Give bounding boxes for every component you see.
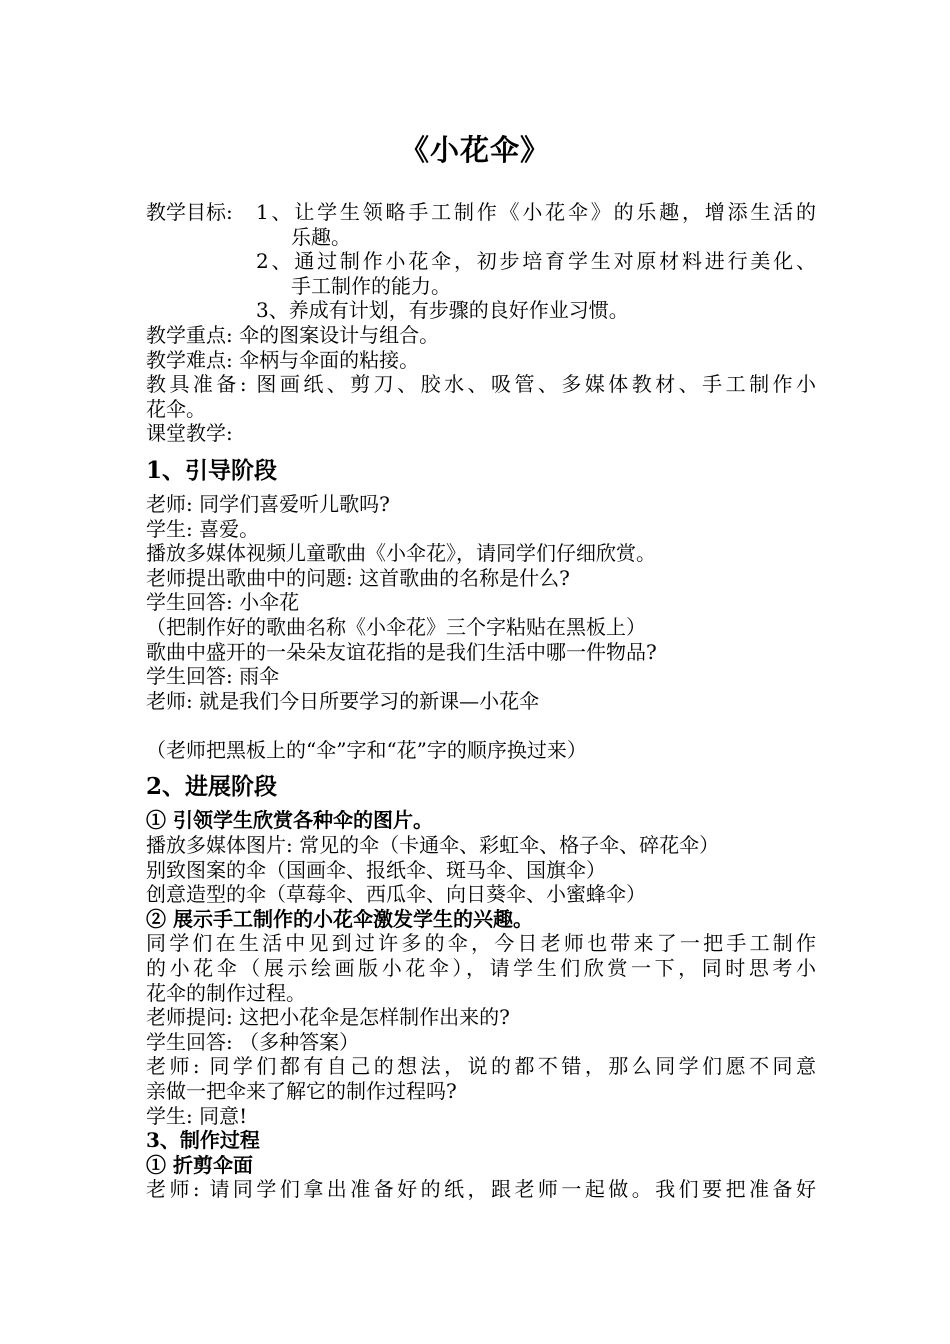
materials-line-1: 教具准备: 图画纸、剪刀、胶水、吸管、多媒体教材、手工制作小: [146, 372, 816, 397]
objectives-label: 教学目标:: [146, 200, 233, 224]
objective-1-line-1: 1、让学生领略手工制作《小花伞》的乐趣，增添生活的: [256, 200, 816, 224]
stage-2-line: 别致图案的伞（国画伞、报纸伞、斑马伞、国旗伞）: [146, 857, 606, 882]
difficulty: 教学难点: 伞柄与伞面的粘接。: [146, 347, 420, 372]
stage-1-line: 学生回答: 小伞花: [146, 590, 300, 615]
stage-1-line: 学生: 喜爱。: [146, 516, 260, 541]
class-teaching-label: 课堂教学:: [146, 421, 233, 446]
stage-1-note: （老师把黑板上的“伞”字和“花”字的顺序换过来）: [146, 737, 587, 762]
stage-2-paragraph-1-line-1: 同学们在生活中见到过许多的伞，今日老师也带来了一把手工制作: [146, 931, 816, 956]
stage-2-line: 创意造型的伞（草莓伞、西瓜伞、向日葵伞、小蜜蜂伞）: [146, 882, 646, 907]
objective-2-line-2: 手工制作的能力。: [291, 273, 451, 298]
student-answer: 学生回答: （多种答案）: [146, 1029, 360, 1054]
teacher-question: 老师提问: 这把小花伞是怎样制作出来的?: [146, 1005, 510, 1030]
objective-1-line-2: 乐趣。: [291, 224, 351, 249]
stage-3-line-1: 老师: 请同学们拿出准备好的纸，跟老师一起做。我们要把准备好: [146, 1177, 816, 1202]
stage-3-subheading-1: ① 折剪伞面: [146, 1152, 253, 1177]
document-body: [146, 200, 816, 1202]
stage-2-subheading-1: ① 引领学生欣赏各种伞的图片。: [146, 808, 433, 833]
stage-1-line: 播放多媒体视频儿童歌曲《小伞花》，请同学们仔细欣赏。: [146, 541, 656, 566]
document-title: 《小花伞》: [399, 133, 550, 167]
objective-3: 3、养成有计划，有步骤的良好作业习惯。: [256, 298, 629, 323]
stage-1-line: 老师: 就是我们今日所要学习的新课—小花伞: [146, 688, 540, 713]
stage-2-paragraph-1-line-2: 的小花伞（展示绘画版小花伞），请学生们欣赏一下，同时思考小: [146, 956, 816, 981]
stage-2-paragraph-2-line-2: 亲做一把伞来了解它的制作过程吗?: [146, 1079, 457, 1103]
stage-3-heading: 3、制作过程: [146, 1128, 260, 1153]
objective-row-2: [146, 249, 816, 274]
stage-1-line: 歌曲中盛开的一朵朵友谊花指的是我们生活中哪一件物品?: [146, 639, 657, 664]
stage-2-heading: 2、进展阶段: [146, 773, 278, 801]
objective-row-1: [146, 200, 816, 225]
stage-1-line: 老师提出歌曲中的问题: 这首歌曲的名称是什么?: [146, 565, 570, 590]
stage-2-subheading-2: ② 展示手工制作的小花伞激发学生的兴趣。: [146, 906, 533, 931]
stage-1-line: 学生回答: 雨伞: [146, 664, 280, 689]
stage-2-line: 播放多媒体图片: 常见的伞（卡通伞、彩虹伞、格子伞、碎花伞）: [146, 833, 720, 858]
stage-1-line: 老师: 同学们喜爱听儿歌吗?: [146, 491, 390, 516]
student-agree: 学生: 同意!: [146, 1103, 248, 1128]
stage-2-paragraph-2-line-1: 老师: 同学们都有自己的想法，说的都不错，那么同学们愿不同意: [146, 1054, 816, 1079]
stage-1-line: （把制作好的歌曲名称《小伞花》三个字粘贴在黑板上）: [146, 614, 646, 639]
stage-2-paragraph-1-line-3: 花伞的制作过程。: [146, 980, 306, 1005]
key-point: 教学重点: 伞的图案设计与组合。: [146, 322, 440, 347]
objective-2-line-1: 2、通过制作小花伞，初步培育学生对原材料进行美化、: [256, 249, 816, 274]
stage-1-heading: 1、引导阶段: [146, 456, 278, 484]
materials-line-2: 花伞。: [146, 396, 206, 421]
